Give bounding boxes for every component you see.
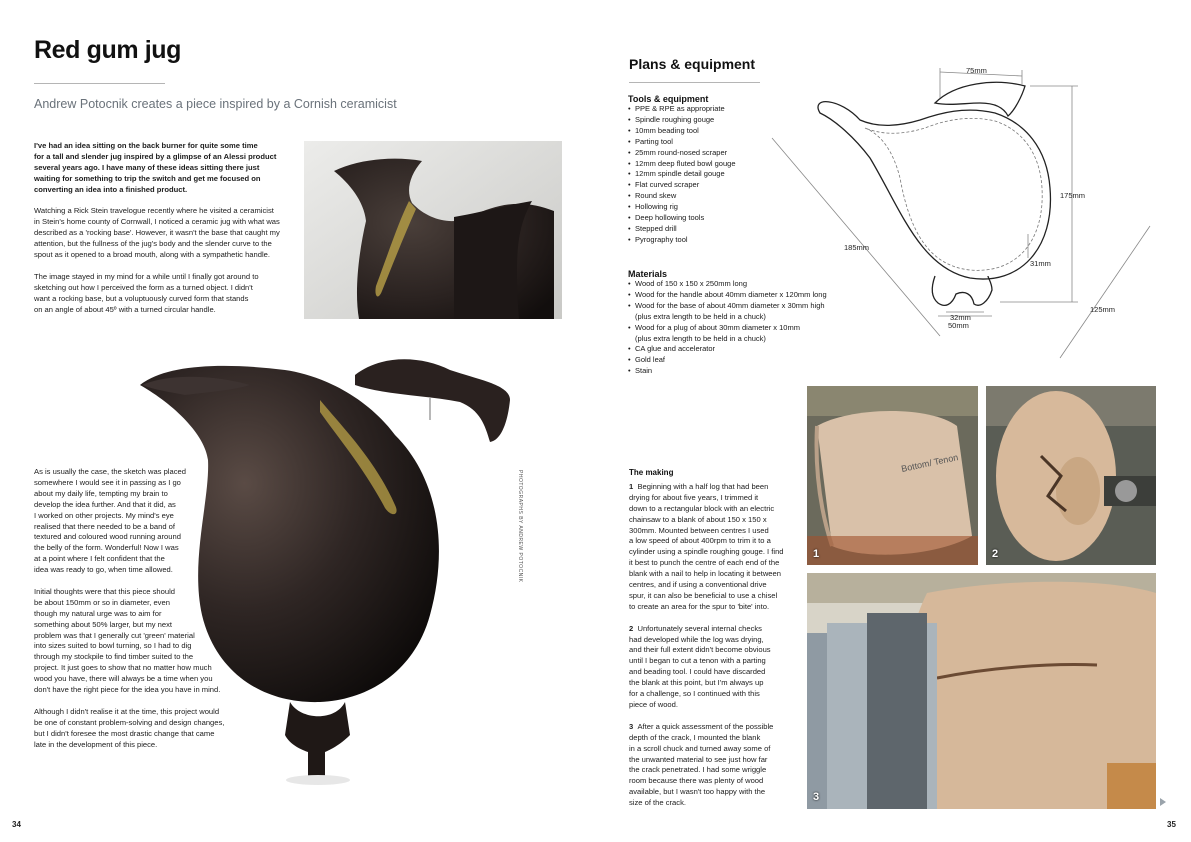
dimension-175mm: 175mm: [1060, 191, 1086, 200]
list-item: • Wood of 150 x 150 x 250mm long: [628, 279, 858, 290]
tenon-crack-illustration: [986, 386, 1156, 565]
plans-heading: Plans & equipment: [629, 56, 756, 72]
dimension-185mm: 185mm: [844, 243, 870, 252]
jug-detail-illustration: [304, 141, 562, 319]
body-paragraph-2: The image stayed in my mind for a while until I finally got around to sketching out how I perceived the form as a turned object. I didn't want a rocking base, but a voluptuously curved form that stands on an angle of about 45º with a turned circular handle.: [34, 271, 259, 314]
list-item: • Pyrography tool: [628, 235, 858, 246]
step-photo-1: [807, 386, 978, 565]
photo-label-3: 3: [813, 791, 820, 803]
lower-column: [34, 467, 334, 761]
photo-label-1: 1: [813, 548, 820, 560]
list-item: • Spindle roughing gouge: [628, 115, 858, 126]
making-heading: The making: [629, 468, 674, 477]
tools-heading: Tools & equipment: [628, 94, 709, 104]
dimension-31mm: 31mm: [1030, 259, 1051, 268]
list-item: • Flat curved scraper: [628, 180, 858, 191]
plans-divider: [629, 82, 760, 83]
dimension-75mm: 75mm: [966, 66, 987, 75]
photo-label-2: 2: [992, 548, 999, 560]
cylinder-blank-illustration: [807, 386, 978, 565]
photo-credit: PHOTOGRAPHS BY ANDREW POTOCNIK: [517, 470, 523, 583]
step-number: 3: [629, 721, 634, 731]
list-item: • Hollowing rig: [628, 202, 858, 213]
intro-column: [34, 141, 296, 326]
body-paragraph-3: As is usually the case, the sketch was placed somewhere I would see it in passing as I go about my daily life, tempting my brain to develop the idea further. And that it did, as I worked on other projects. My mind's eye realised that there needed to be a band of textured and coloured wood running around the belly of the form. Wonderful! Now I was at a point where I felt confident that the idea was ready to go, when time allowed.: [34, 467, 186, 575]
list-item: • CA glue and accelerator: [628, 344, 858, 355]
materials-heading: Materials: [628, 269, 668, 279]
jug-plan-diagram: [760, 58, 1170, 368]
blank-writing: Bottom/ Tenon: [900, 452, 960, 474]
list-item: • Wood for the base of about 40mm diameter x 30mm high (plus extra length to be held in a chuck): [628, 301, 858, 323]
body-paragraph-4: Initial thoughts were that this piece should be about 150mm or so in diameter, even though my natural urge was to aim for something about 50% larger, but my next problem was that I generally cut 'green' material into sizes suited to bowl turning, so I had to dig through my stockpile to find timber suited to the project. It just goes to show that no matter how much wood you have, there will always be a time when you don't have the right piece for the idea you have in mind.: [34, 586, 221, 695]
list-item: • 25mm round-nosed scraper: [628, 148, 858, 159]
list-item: • 12mm spindle detail gouge: [628, 169, 858, 180]
step-photo-2: [986, 386, 1156, 565]
page-number-left: 34: [12, 820, 21, 829]
dimension-50mm: 50mm: [948, 321, 969, 330]
step-number: 2: [629, 623, 634, 633]
jug-detail-photo: [304, 141, 562, 319]
step-photo-3: [807, 573, 1156, 809]
dimension-32mm: 32mm: [950, 313, 971, 322]
step-1: [629, 482, 799, 613]
list-item: • Stain: [628, 366, 858, 377]
step-number: 1: [629, 481, 634, 491]
page-number-right: 35: [1167, 820, 1176, 829]
title-divider: [34, 83, 165, 84]
list-item: • Deep hollowing tools: [628, 213, 858, 224]
step-text: Unfortunately several internal checks had developed while the log was drying, and their full extent didn't become obvious until I began to cut a tenon with a parting and beading tool. I could have discarded the blank at this point, but I'm always up for a challenge, so I continued with this piece of wood.: [629, 623, 771, 710]
body-paragraph-1: Watching a Rick Stein travelogue recently where he visited a ceramicist in Stein's home county of Cornwall, I noticed a ceramic jug with what was described as a 'rocking base'. However, it wasn't the base that caught my attention, but the fullness of the jug's body and the slender curve to the spout as it opened to a broad mouth, along with a sympathetic handle.: [34, 206, 280, 260]
dimension-125mm: 125mm: [1090, 305, 1116, 314]
list-item: • 10mm beading tool: [628, 126, 858, 137]
article-title: Red gum jug: [34, 36, 181, 64]
list-item: • 12mm deep fluted bowl gouge: [628, 159, 858, 170]
intro-paragraph: I've had an idea sitting on the back burner for quite some time for a tall and slender jug inspired by a glimpse of an Alessi product several years ago. I have many of these ideas sitting there just waiting for something to trip the switch and get me focused on converting an idea into a finished product.: [34, 141, 277, 194]
list-item: • PPE & RPE as appropriate: [628, 104, 858, 115]
list-item: • Parting tool: [628, 137, 858, 148]
body-paragraph-5: Although I didn't realise it at the time, this project would be one of constant problem-solving and design changes, but I didn't foresee the most drastic change that came late in the development of this piece.: [34, 706, 225, 749]
step-3: [629, 722, 799, 809]
making-section: [629, 468, 799, 820]
list-item: • Round skew: [628, 191, 858, 202]
list-item: • Stepped drill: [628, 224, 858, 235]
continue-arrow-icon: [1160, 798, 1166, 806]
list-item: • Wood for a plug of about 30mm diameter x 10mm (plus extra length to be held in a chuck): [628, 323, 858, 345]
step-text: Beginning with a half log that had been drying for about five years, I trimmed it down to a rectangular block with an electric chainsaw to a blank of about 150 x 150 x 300mm. Mounted between centres I used a low speed of about 400rpm to trim it to a cylinder using a spindle roughing gouge. I find it best to punch the centre of each end of the blank with a nail to help in locating it between centres, and if using a conventional drive spur, it can also be beneficial to use a chisel to create an area for the spur to 'bite' into.: [629, 481, 784, 611]
article-subtitle: Andrew Potocnik creates a piece inspired by a Cornish ceramicist: [34, 97, 397, 111]
step-2: [629, 624, 799, 711]
step-text: After a quick assessment of the possible depth of the crack, I mounted the blank in a scroll chuck and turned away some of the unwanted material to see just how far the crack penetrated. I had some wriggle room because there was plenty of wood available, but I wasn't too happy with the size of the crack.: [629, 721, 774, 808]
list-item: • Gold leaf: [628, 355, 858, 366]
chuck-crack-illustration: [807, 573, 1156, 809]
list-item: • Wood for the handle about 40mm diameter x 120mm long: [628, 290, 858, 301]
